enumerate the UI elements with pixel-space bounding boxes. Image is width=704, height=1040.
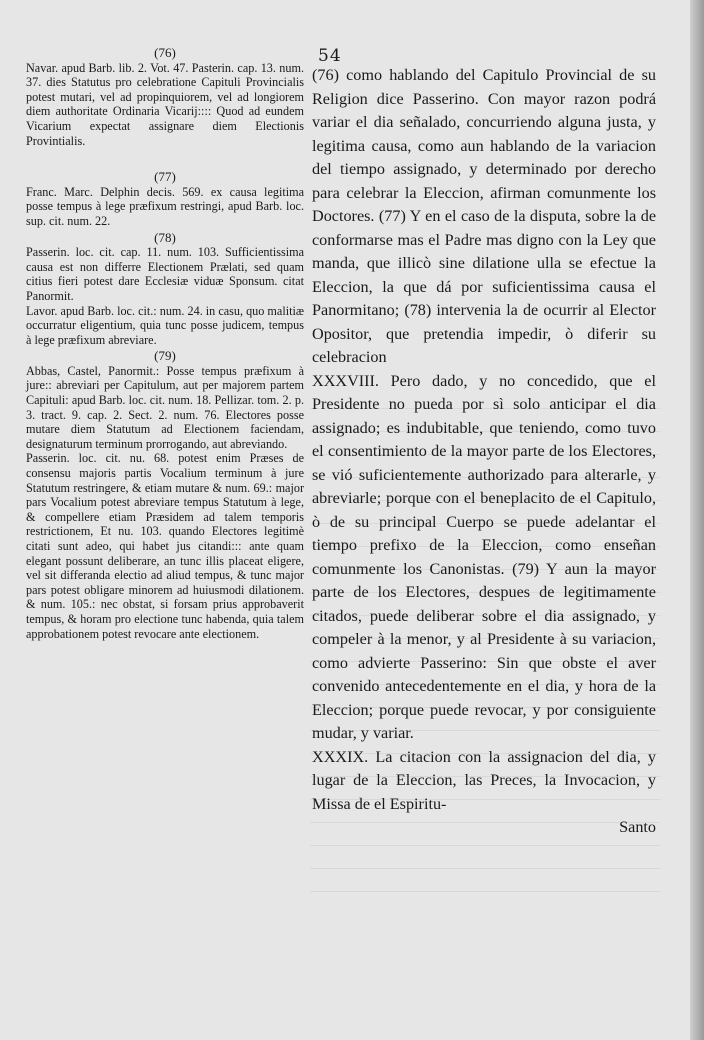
- note-text: Abbas, Castel, Panormit.: Posse tempus præfixum à jure:: abreviari per Capitulum, aut per majorem partem Capituli: apud Barb. loc. cit. num. 18. Pellizar. tom. 2. p. 3. tract. 9. cap. 2. Sect. 2. num. 76. Electores posse mutare diem Statutum ad Electionem faciendam, designaturum terminum prorrogando, aut abreviando.: [26, 363, 304, 451]
- note-text: Passerin. loc. cit. cap. 11. num. 103. Sufficientissima causa est non differre Electionem Prælati, sed quam citius fieri potest dare Ecclesiæ viduæ Sponsum. citat Panormit.: [26, 245, 304, 303]
- note-text: Lavor. apud Barb. loc. cit.: num. 24. in casu, quo malitiæ occurratur eligentium, quia tunc posse judicem, tempus à lege præfixum abreviare.: [26, 303, 304, 347]
- note-text: Navar. apud Barb. lib. 2. Vot. 47. Pasterin. cap. 13. num. 37. dies Statutus pro celebratione Capituli Provincialis potest mutari, vel ad propinquiorem, vel ad longiorem diem authoritate Ordinaria Vicarij:::: Quod ad eundem Vicarium expectat assignare diem Electionis Provintialis.: [26, 60, 304, 148]
- main-paragraph: XXXIX. La citacion con la assignacion del dia, y lugar de la Eleccion, las Preces, la Invocacion, y Missa de el Espiritu-: [312, 747, 656, 813]
- marginal-notes-column: [26, 46, 304, 641]
- page-number: 54: [318, 46, 342, 66]
- page-edge-shadow: [690, 0, 704, 1040]
- main-paragraph: (76) como hablando del Capitulo Provincial de su Religion dice Passerino. Con mayor razon podrá variar el dia señalado, concurriendo alguna justa, y legitima causa, como aun hablando de la variacion del tiempo assignado, y determinado por derecho para celebrar la Eleccion, afirman comunmente los Doctores. (77) Y en el caso de la disputa, sobre la de conformarse mas el Padre mas digno con la Ley que manda, que illicò sine dilatione ulla se efectue la Eleccion, la que dá por suficientissima causa el Panormitano; (78) intervenia la de ocurrir al Elector Opositor, que pretendia impedir, ò diferir su celebracion: [312, 66, 656, 366]
- note-text: Franc. Marc. Delphin decis. 569. ex causa legitima posse tempus à lege præfixum restringi, apud Barb. loc. sup. cit. num. 22.: [26, 184, 304, 228]
- main-paragraph: XXXVIII. Pero dado, y no concedido, que el Presidente no pueda por sì solo anticipar el dia assignado; es indubitable, que teniendo, como tuvo el consentimiento de la mayor parte de los Electores, se vió suficientemente authorizado para alterarle, y abreviarle; porque con el beneplacito de el Capitulo, ò de su principal Cuerpo se puede adelantar el tiempo prefixo de la Eleccion, como enseñan comunmente los Canonistas. (79) Y aun la mayor parte de los Electores, despues de legitimamente citados, puede deliberar sobre el dia assignado, y compeler à la menor, y al Presidente à su variacion, como advierte Passerino: Sin que obste el aver convenido antecedentemente en el dia, y hora de la Eleccion; porque puede revocar, y por consiguiente mudar, y variar.: [312, 371, 656, 742]
- note-text: Passerin. loc. cit. nu. 68. potest enim Præses de consensu majoris partis Vocalium terminum à jure Statutum restringere, & etiam mutare & num. 69.: major pars Vocalium potest abreviare tempus Statutum à lege, & compellere etiam Præsidem ad talem temporis restrictionem, Et nu. 103. quando Electores legitimè citati sunt adeo, qui habet jus citandi::: ante quam elegant possunt deliberare, an tunc illis placeat eligere, vel sit differanda electio ad aliud tempus, & tunc major pars potest obligare minorem ad huiusmodi dilationem. & num. 105.: nec obstat, si forsam prius approbaverit tempus, & horam pro electione tunc habenda, quia talem approbationem potest revocare ante electionem.: [26, 451, 304, 641]
- note-marker: (79): [154, 348, 176, 364]
- note-marker: (77): [154, 169, 176, 185]
- note-marker: (76): [154, 45, 176, 60]
- main-text-column: [312, 64, 656, 840]
- catchword: Santo: [619, 818, 656, 836]
- note-marker: (78): [154, 229, 176, 245]
